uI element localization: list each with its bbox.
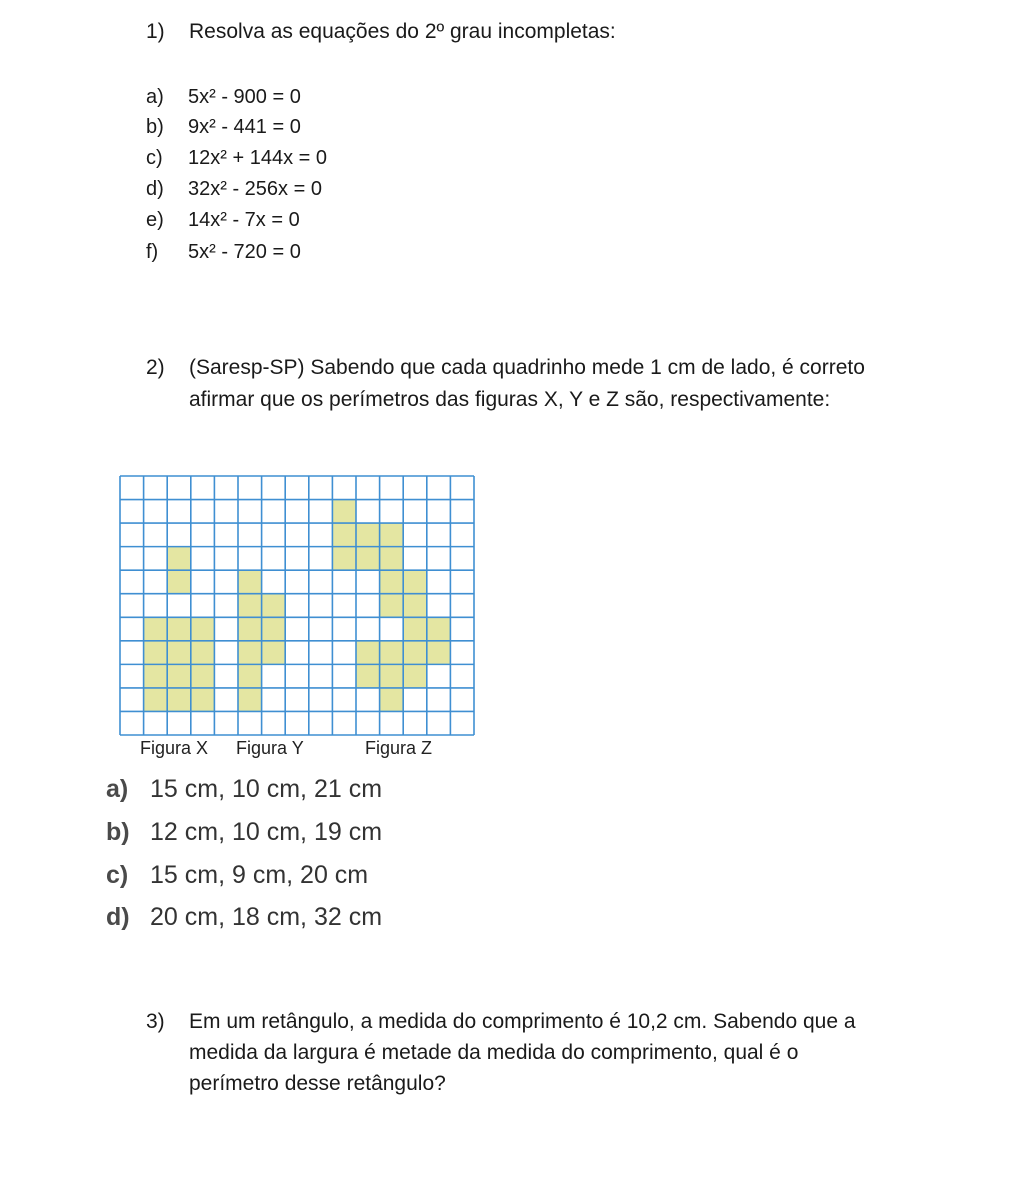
q1-item-letter: d) [146,177,164,200]
figure-z-cell [332,523,356,547]
figure-z-cell [356,523,380,547]
figure-y-cell [262,617,286,641]
figure-z-cell [403,664,427,688]
q3-number: 3) [146,1010,165,1033]
figure-z-cell [380,688,404,712]
figure-x-cell [191,617,215,641]
q1-number: 1) [146,20,165,43]
figure-y-cell [262,641,286,665]
q1-prompt: Resolva as equações do 2º grau incompletas: [189,20,616,43]
figure-z-cell [380,523,404,547]
figure-z-cell [380,664,404,688]
figure-z-label: Figura Z [365,738,433,758]
q1-item [146,174,322,204]
figure-z-cell [356,547,380,571]
q2-option-c [106,858,368,892]
q1-item-letter: b) [146,115,164,138]
figure-z-cell [380,547,404,571]
figure-y-cell [238,664,262,688]
q3-line3: perímetro desse retângulo? [189,1072,446,1095]
option-text: 20 cm, 18 cm, 32 cm [150,902,383,931]
figure-z-cell [427,617,451,641]
q1-item [146,237,301,267]
option-text: 12 cm, 10 cm, 19 cm [150,817,383,846]
figure-z-cell [332,500,356,524]
option-text: 15 cm, 10 cm, 21 cm [150,774,383,803]
figure-y-label: Figura Y [236,738,304,758]
q1-item-expr: 5x² - 720 = 0 [188,240,301,263]
figure-y-cell [238,617,262,641]
q2-prompt-line1: (Saresp-SP) Sabendo que cada quadrinho mede 1 cm de lado, é correto [189,356,865,379]
q1-item-expr: 14x² - 7x = 0 [188,208,300,231]
figure-z-cell [356,641,380,665]
figure-z-cell [380,570,404,594]
figure-y-cell [262,594,286,618]
q2-option-a [106,772,382,806]
q3-line2: medida da largura é metade da medida do comprimento, qual é o [189,1041,799,1064]
figure-x-cell [144,641,168,665]
q2-number: 2) [146,356,165,379]
figure-z-cell [403,594,427,618]
figure-z-cell [332,547,356,571]
option-text: 15 cm, 9 cm, 20 cm [150,860,369,889]
figure-x-cell [167,570,191,594]
figure-z-cell [427,641,451,665]
q2-prompt-line2: afirmar que os perímetros das figuras X, Y e Z são, respectivamente: [189,388,831,411]
figure-y-cell [238,594,262,618]
figure-y-cell [238,688,262,712]
option-letter: d) [106,902,130,931]
figure-z-cell [380,641,404,665]
q2-option-d [106,900,382,934]
q1-item-expr: 5x² - 900 = 0 [188,85,301,108]
option-letter: a) [106,774,129,803]
q1-item-expr: 32x² - 256x = 0 [188,177,322,200]
q1-item-expr: 12x² + 144x = 0 [188,146,327,169]
option-letter: b) [106,817,130,846]
q1-item [146,82,301,112]
figure-y-cell [238,641,262,665]
q3-line1: Em um retângulo, a medida do comprimento é 10,2 cm. Sabendo que a [189,1010,856,1033]
grid-svg [119,475,475,736]
figure-z-cell [356,664,380,688]
figure-z-cell [403,570,427,594]
figure-y-cell [238,570,262,594]
figure-x-cell [144,688,168,712]
figure-z-cell [403,617,427,641]
figure-x-cell [167,688,191,712]
q1-item-letter: a) [146,85,164,108]
figure-z-cell [403,641,427,665]
figure-x-label: Figura X [140,738,209,758]
figure-x-cell [144,664,168,688]
figure-x-cell [167,547,191,571]
figure-x-cell [144,617,168,641]
q1-item [146,112,301,142]
q1-item [146,205,300,235]
figure-z-cell [380,594,404,618]
figure-grid [119,475,475,736]
figure-x-cell [191,688,215,712]
figure-x-cell [167,617,191,641]
figure-x-cell [191,641,215,665]
q1-item-letter: f) [146,240,159,263]
q1-item [146,143,327,173]
figure-x-cell [191,664,215,688]
q1-item-letter: c) [146,146,163,169]
q2-option-b [106,815,382,849]
q1-item-letter: e) [146,208,164,231]
figure-x-cell [167,641,191,665]
q1-item-expr: 9x² - 441 = 0 [188,115,301,138]
option-letter: c) [106,860,129,889]
figure-x-cell [167,664,191,688]
